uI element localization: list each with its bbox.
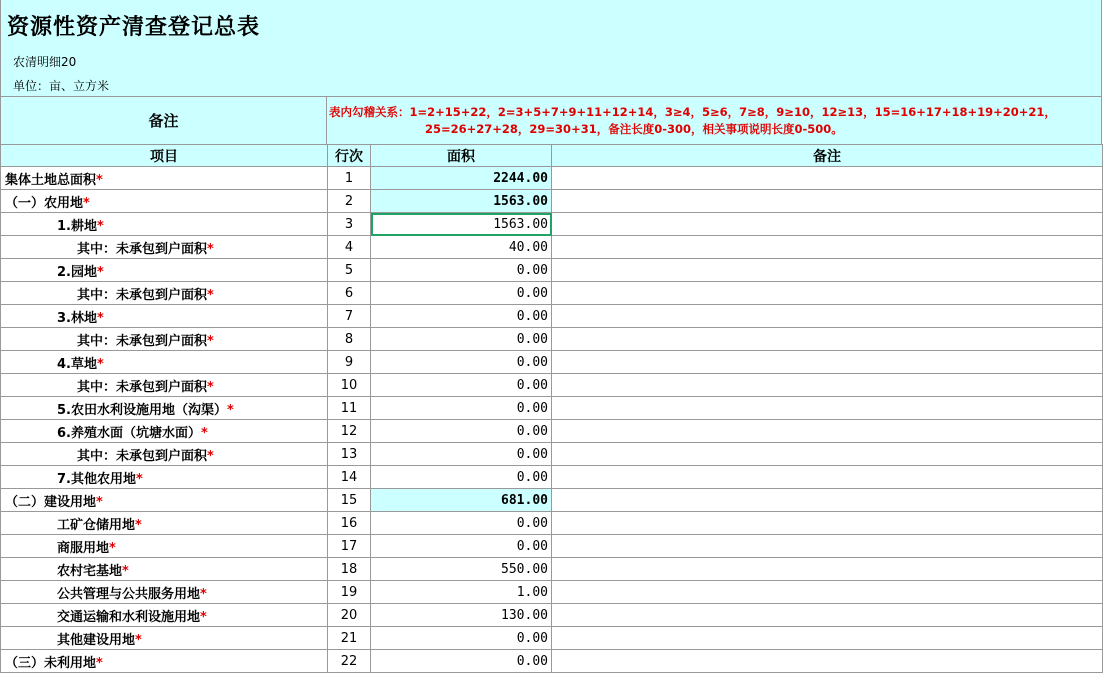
required-marker: * — [96, 218, 104, 234]
note-input-cell[interactable] — [552, 443, 1103, 466]
line-number-cell[interactable]: 14 — [328, 466, 371, 489]
item-label: 其中：未承包到户面积 — [77, 333, 208, 349]
remark-row — [0, 96, 1102, 144]
line-number-cell[interactable]: 19 — [328, 581, 371, 604]
area-input-cell[interactable]: 0.00 — [371, 305, 552, 328]
item-label: （三）未利用地 — [5, 655, 97, 671]
required-marker: * — [135, 517, 142, 533]
note-input-cell[interactable] — [552, 213, 1103, 236]
area-input-cell[interactable]: 0.00 — [371, 328, 552, 351]
line-number-cell[interactable]: 20 — [328, 604, 371, 627]
line-number-cell[interactable]: 8 — [328, 328, 371, 351]
note-input-cell[interactable] — [552, 374, 1103, 397]
column-header-note: 备注 — [552, 145, 1103, 167]
item-label: 其中：未承包到户面积 — [77, 287, 208, 303]
table-row — [1, 558, 1103, 581]
area-input-cell[interactable]: 0.00 — [371, 627, 552, 650]
check-rules-line-1: 表内勾稽关系：1=2+15+22，2=3+5+7+9+11+12+14，3≥4，5≥6，7≥8，9≥10，12≥13，15=16+17+18+19+20+21， — [329, 105, 1056, 119]
table-row — [1, 466, 1103, 489]
table-row — [1, 351, 1103, 374]
note-input-cell[interactable] — [552, 627, 1103, 650]
table-row — [1, 512, 1103, 535]
note-input-cell[interactable] — [552, 420, 1103, 443]
note-input-cell[interactable] — [552, 351, 1103, 374]
item-label: 5.农田水利设施用地（沟渠） — [57, 402, 227, 418]
note-input-cell[interactable] — [552, 558, 1103, 581]
table-row — [1, 374, 1103, 397]
table-row — [1, 535, 1103, 558]
item-cell[interactable] — [1, 351, 328, 374]
item-label: 其中：未承包到户面积 — [77, 241, 208, 257]
item-label: 4.草地 — [57, 356, 97, 372]
area-input-cell[interactable]: 0.00 — [371, 351, 552, 374]
line-number-cell[interactable]: 5 — [328, 259, 371, 282]
note-input-cell[interactable] — [552, 512, 1103, 535]
note-input-cell[interactable] — [552, 466, 1103, 489]
required-marker: * — [96, 655, 103, 671]
table-row — [1, 581, 1103, 604]
note-input-cell[interactable] — [552, 397, 1103, 420]
line-number-cell[interactable]: 15 — [328, 489, 371, 512]
area-input-cell[interactable]: 1563.00 — [371, 190, 552, 213]
note-input-cell[interactable] — [552, 535, 1103, 558]
item-cell[interactable] — [1, 167, 328, 190]
line-number-cell[interactable]: 4 — [328, 236, 371, 259]
asset-table — [0, 144, 1103, 673]
required-marker: * — [96, 172, 103, 188]
item-cell[interactable] — [1, 397, 328, 420]
item-cell[interactable] — [1, 374, 328, 397]
required-marker: * — [83, 195, 90, 211]
item-label: （二）建设用地 — [5, 494, 97, 510]
line-number-cell[interactable]: 9 — [328, 351, 371, 374]
item-label: 1.耕地 — [57, 218, 97, 234]
required-marker: * — [207, 241, 214, 257]
area-input-cell[interactable]: 1563.00 — [371, 213, 552, 236]
note-input-cell[interactable] — [552, 236, 1103, 259]
line-number-cell[interactable]: 1 — [328, 167, 371, 190]
form-code: 农清明细20 — [13, 55, 77, 69]
item-label: （一）农用地 — [5, 195, 84, 211]
item-label: 7.其他农用地 — [57, 471, 136, 487]
item-cell[interactable] — [1, 650, 328, 673]
area-input-cell[interactable]: 1.00 — [371, 581, 552, 604]
area-input-cell[interactable]: 550.00 — [371, 558, 552, 581]
area-input-cell[interactable]: 0.00 — [371, 443, 552, 466]
area-input-cell[interactable]: 681.00 — [371, 489, 552, 512]
item-cell[interactable] — [1, 420, 328, 443]
required-marker: * — [135, 632, 142, 648]
required-marker: * — [96, 310, 104, 326]
table-row — [1, 627, 1103, 650]
item-cell[interactable] — [1, 466, 328, 489]
item-label: 其中：未承包到户面积 — [77, 448, 208, 464]
note-input-cell[interactable] — [552, 650, 1103, 673]
area-input-cell[interactable]: 0.00 — [371, 466, 552, 489]
item-cell[interactable] — [1, 535, 328, 558]
line-number-cell[interactable]: 22 — [328, 650, 371, 673]
required-marker: * — [96, 356, 104, 372]
unit-label: 单位：亩、立方米 — [13, 79, 110, 93]
item-label: 工矿仓储用地 — [57, 517, 136, 533]
item-label: 公共管理与公共服务用地 — [57, 586, 201, 602]
required-marker: * — [207, 379, 214, 395]
note-input-cell[interactable] — [552, 489, 1103, 512]
item-cell[interactable] — [1, 627, 328, 650]
area-input-cell[interactable]: 0.00 — [371, 259, 552, 282]
required-marker: * — [96, 494, 103, 510]
table-row — [1, 282, 1103, 305]
column-header-area: 面积 — [371, 145, 552, 167]
line-number-cell[interactable]: 17 — [328, 535, 371, 558]
item-label: 商服用地 — [57, 540, 110, 556]
line-number-cell[interactable]: 13 — [328, 443, 371, 466]
table-row — [1, 259, 1103, 282]
check-rules-text[interactable] — [327, 97, 1102, 144]
area-input-cell[interactable]: 0.00 — [371, 374, 552, 397]
line-number-cell[interactable]: 18 — [328, 558, 371, 581]
item-cell[interactable] — [1, 443, 328, 466]
area-input-cell[interactable]: 2244.00 — [371, 167, 552, 190]
area-input-cell[interactable]: 0.00 — [371, 420, 552, 443]
area-input-cell[interactable]: 40.00 — [371, 236, 552, 259]
table-row — [1, 397, 1103, 420]
table-row — [1, 443, 1103, 466]
required-marker: * — [200, 586, 207, 602]
remark-label: 备注 — [0, 97, 327, 144]
table-row — [1, 236, 1103, 259]
item-cell[interactable] — [1, 558, 328, 581]
table-row — [1, 213, 1103, 236]
check-rules-line-2: 25=26+27+28，29=30+31，备注长度0-300，相关事项说明长度0-500。 — [425, 122, 843, 136]
note-input-cell[interactable] — [552, 328, 1103, 351]
note-input-cell[interactable] — [552, 581, 1103, 604]
item-label: 6.养殖水面（坑塘水面） — [57, 425, 201, 441]
line-number-cell[interactable]: 7 — [328, 305, 371, 328]
line-number-cell[interactable]: 3 — [328, 213, 371, 236]
area-input-cell[interactable]: 0.00 — [371, 397, 552, 420]
table-row — [1, 650, 1103, 673]
item-cell[interactable] — [1, 213, 328, 236]
item-cell[interactable] — [1, 305, 328, 328]
table-row — [1, 167, 1103, 190]
table-row — [1, 420, 1103, 443]
column-header-line: 行次 — [328, 145, 371, 167]
table-header-row — [1, 145, 1103, 167]
required-marker: * — [200, 425, 208, 441]
required-marker: * — [207, 333, 214, 349]
item-cell[interactable] — [1, 512, 328, 535]
line-number-cell[interactable]: 2 — [328, 190, 371, 213]
area-input-cell[interactable]: 0.00 — [371, 512, 552, 535]
item-cell[interactable] — [1, 259, 328, 282]
item-label: 集体土地总面积 — [5, 172, 97, 188]
required-marker: * — [109, 540, 116, 556]
item-label: 2.园地 — [57, 264, 97, 280]
sheet-header — [0, 0, 1102, 96]
note-input-cell[interactable] — [552, 167, 1103, 190]
required-marker: * — [207, 287, 214, 303]
required-marker: * — [200, 609, 207, 625]
item-cell[interactable] — [1, 328, 328, 351]
item-label: 其中：未承包到户面积 — [77, 379, 208, 395]
area-input-cell[interactable]: 0.00 — [371, 535, 552, 558]
item-label: 其他建设用地 — [57, 632, 136, 648]
sheet-title: 资源性资产清查登记总表 — [7, 15, 261, 40]
item-cell[interactable] — [1, 604, 328, 627]
line-number-cell[interactable]: 10 — [328, 374, 371, 397]
required-marker: * — [96, 264, 104, 280]
table-row — [1, 604, 1103, 627]
item-cell[interactable] — [1, 489, 328, 512]
item-cell[interactable] — [1, 581, 328, 604]
required-marker: * — [207, 448, 214, 464]
line-number-cell[interactable]: 21 — [328, 627, 371, 650]
required-marker: * — [226, 402, 234, 418]
table-row — [1, 190, 1103, 213]
note-input-cell[interactable] — [552, 604, 1103, 627]
table-row — [1, 489, 1103, 512]
item-label: 农村宅基地 — [57, 563, 123, 579]
note-input-cell[interactable] — [552, 190, 1103, 213]
required-marker: * — [122, 563, 129, 579]
area-input-cell[interactable]: 0.00 — [371, 650, 552, 673]
item-label: 3.林地 — [57, 310, 97, 326]
area-input-cell[interactable]: 130.00 — [371, 604, 552, 627]
note-input-cell[interactable] — [552, 282, 1103, 305]
table-row — [1, 328, 1103, 351]
item-cell[interactable] — [1, 190, 328, 213]
note-input-cell[interactable] — [552, 305, 1103, 328]
line-number-cell[interactable]: 16 — [328, 512, 371, 535]
required-marker: * — [135, 471, 143, 487]
line-number-cell[interactable]: 12 — [328, 420, 371, 443]
line-number-cell[interactable]: 6 — [328, 282, 371, 305]
item-label: 交通运输和水利设施用地 — [57, 609, 201, 625]
column-header-item: 项目 — [1, 145, 328, 167]
item-cell[interactable] — [1, 236, 328, 259]
table-row — [1, 305, 1103, 328]
item-cell[interactable] — [1, 282, 328, 305]
line-number-cell[interactable]: 11 — [328, 397, 371, 420]
note-input-cell[interactable] — [552, 259, 1103, 282]
area-input-cell[interactable]: 0.00 — [371, 282, 552, 305]
